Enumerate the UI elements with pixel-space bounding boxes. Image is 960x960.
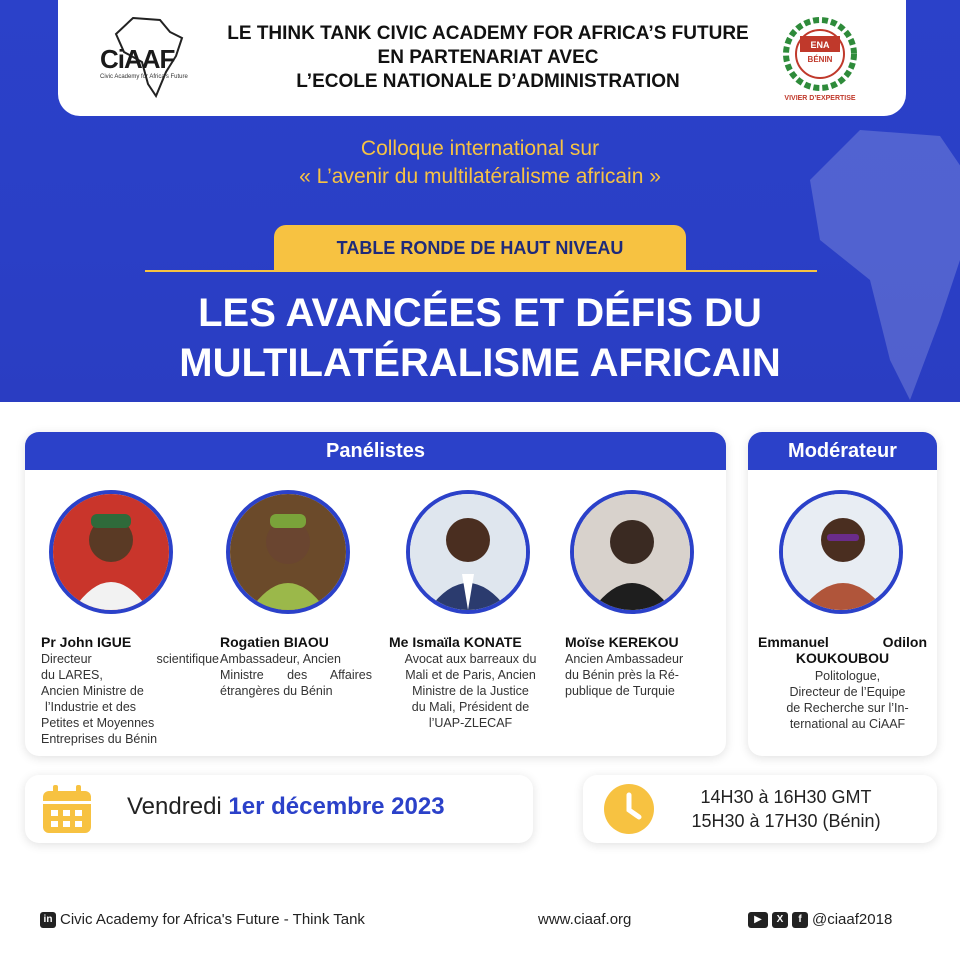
facebook-icon: f bbox=[792, 912, 808, 928]
organizers-card bbox=[58, 0, 906, 116]
svg-text:ENA: ENA bbox=[810, 40, 830, 50]
event-time-gmt: 14H30 à 16H30 GMT bbox=[700, 787, 872, 807]
footer bbox=[0, 905, 960, 935]
panelist-3-photo bbox=[406, 490, 530, 614]
colloque-title bbox=[0, 135, 960, 191]
event-date-value: 1er décembre 2023 bbox=[228, 793, 445, 820]
ciaaf-logo-text: CiAAF bbox=[100, 44, 175, 74]
panelist-4-photo bbox=[570, 490, 694, 614]
panelist-2-desc-line: Ministre des Affaires bbox=[220, 668, 372, 682]
panelist-1-desc-line: l’Industrie et des bbox=[45, 700, 137, 714]
event-date bbox=[127, 793, 445, 821]
moderator-name-line-2: KOUKOUBOU bbox=[795, 650, 890, 666]
event-day: Vendredi bbox=[127, 793, 222, 820]
panelist-1-desc-line: Ancien Ministre de bbox=[41, 684, 144, 698]
panelist-3-desc-line: Avocat aux barreaux du bbox=[404, 652, 537, 666]
x-icon: X bbox=[772, 912, 788, 928]
headline-line-2: MULTILATÉRALISME AFRICAIN bbox=[179, 341, 781, 385]
footer-social-handle[interactable] bbox=[748, 911, 892, 928]
panelist-3-desc-line: Mali et de Paris, Ancien bbox=[405, 668, 536, 682]
panelist-4-description bbox=[565, 651, 715, 699]
panelist-1-desc-line: Petites et Moyennes bbox=[41, 716, 155, 730]
event-date-box bbox=[25, 775, 533, 843]
panelist-1-desc-line: Directeur scientifique bbox=[41, 652, 219, 666]
organizer-line-3: L’ECOLE NATIONALE D’ADMINISTRATION bbox=[296, 71, 680, 92]
event-time-box bbox=[583, 775, 937, 843]
round-table-badge: TABLE RONDE DE HAUT NIVEAU bbox=[274, 225, 686, 271]
person-portrait-icon bbox=[574, 494, 690, 610]
person-portrait-icon bbox=[410, 494, 526, 610]
panelist-2-description bbox=[220, 651, 372, 699]
event-headline bbox=[0, 288, 960, 388]
person-portrait-icon bbox=[783, 494, 899, 610]
organizer-line-2: EN PARTENARIAT AVEC bbox=[377, 47, 599, 68]
panelist-3-name: Me Ismaïla KONATE bbox=[389, 634, 522, 650]
clock-icon bbox=[603, 783, 655, 835]
panelist-4-name: Moïse KEREKOU bbox=[565, 634, 679, 650]
panelist-2-desc-line: étrangères du Bénin bbox=[220, 684, 333, 698]
panelist-2-photo bbox=[226, 490, 350, 614]
moderator-card bbox=[748, 432, 937, 756]
ciaaf-logo bbox=[98, 14, 198, 100]
svg-text:VIVIER D’EXPERTISE: VIVIER D’EXPERTISE bbox=[784, 95, 856, 102]
calendar-icon bbox=[41, 783, 93, 835]
social-handle-label: @ciaaf2018 bbox=[812, 911, 893, 928]
person-portrait-icon bbox=[53, 494, 169, 610]
ena-seal-icon bbox=[778, 14, 862, 104]
moderator-title: Modérateur bbox=[748, 432, 937, 470]
linkedin-icon: in bbox=[40, 912, 56, 928]
panelist-1-desc-line: du LARES, bbox=[41, 668, 103, 682]
ena-benin-logo bbox=[778, 14, 862, 104]
organizers-text bbox=[208, 22, 768, 94]
event-time-benin: 15H30 à 17H30 (Bénin) bbox=[691, 811, 881, 831]
moderator-description bbox=[770, 668, 925, 732]
moderator-photo bbox=[779, 490, 903, 614]
moderator-name-block bbox=[758, 634, 927, 666]
panelist-3-desc-line: du Mali, Président de bbox=[411, 700, 530, 714]
ciaaf-logo-subtext: Civic Academy for Africa's Future bbox=[100, 74, 188, 80]
panelist-2-name: Rogatien BIAOU bbox=[220, 634, 329, 650]
headline-line-1: LES AVANCÉES ET DÉFIS DU bbox=[198, 291, 762, 335]
panelist-4-desc-line: Ancien Ambassadeur bbox=[565, 652, 684, 666]
person-portrait-icon bbox=[230, 494, 346, 610]
colloque-line-1: Colloque international sur bbox=[360, 137, 600, 160]
colloque-line-2: « L’avenir du multilatéralisme africain » bbox=[299, 165, 661, 188]
panelist-1-description bbox=[41, 651, 219, 747]
moderator-desc-line: de Recherche sur l’In- bbox=[786, 701, 909, 715]
moderator-desc-line: Politologue, bbox=[814, 669, 881, 683]
badge-divider bbox=[145, 270, 817, 272]
panelist-1-name: Pr John IGUE bbox=[41, 634, 132, 650]
panelist-4-desc-line: publique de Turquie bbox=[565, 684, 675, 698]
organizer-line-1: LE THINK TANK CIVIC ACADEMY FOR AFRICA’S FUTURE bbox=[227, 23, 749, 44]
panelist-1-photo bbox=[49, 490, 173, 614]
event-times bbox=[651, 785, 921, 833]
moderator-name-line-1: Emmanuel Odilon bbox=[758, 634, 927, 650]
moderator-desc-line: Directeur de l’Equipe bbox=[789, 685, 906, 699]
moderator-desc-line: ternational au CiAAF bbox=[789, 717, 906, 731]
linkedin-label: Civic Academy for Africa's Future - Think Tank bbox=[60, 911, 365, 928]
panelists-card bbox=[25, 432, 726, 756]
footer-website-link[interactable]: www.ciaaf.org bbox=[538, 911, 632, 928]
footer-linkedin[interactable] bbox=[40, 911, 365, 928]
hero-banner bbox=[0, 0, 960, 402]
panelist-3-desc-line: Ministre de la Justice bbox=[412, 684, 529, 698]
panelists-title: Panélistes bbox=[25, 432, 726, 470]
youtube-icon: ▶ bbox=[748, 912, 768, 928]
panelist-4-desc-line: du Bénin près la Ré- bbox=[565, 668, 679, 682]
svg-text:BÉNIN: BÉNIN bbox=[807, 55, 833, 64]
panelist-1-desc-line: Entreprises du Bénin bbox=[41, 732, 158, 746]
panelist-2-desc-line: Ambassadeur, Ancien bbox=[220, 652, 341, 666]
panelist-3-desc-line: l’UAP-ZLECAF bbox=[428, 716, 513, 730]
panelist-3-description bbox=[389, 651, 552, 731]
